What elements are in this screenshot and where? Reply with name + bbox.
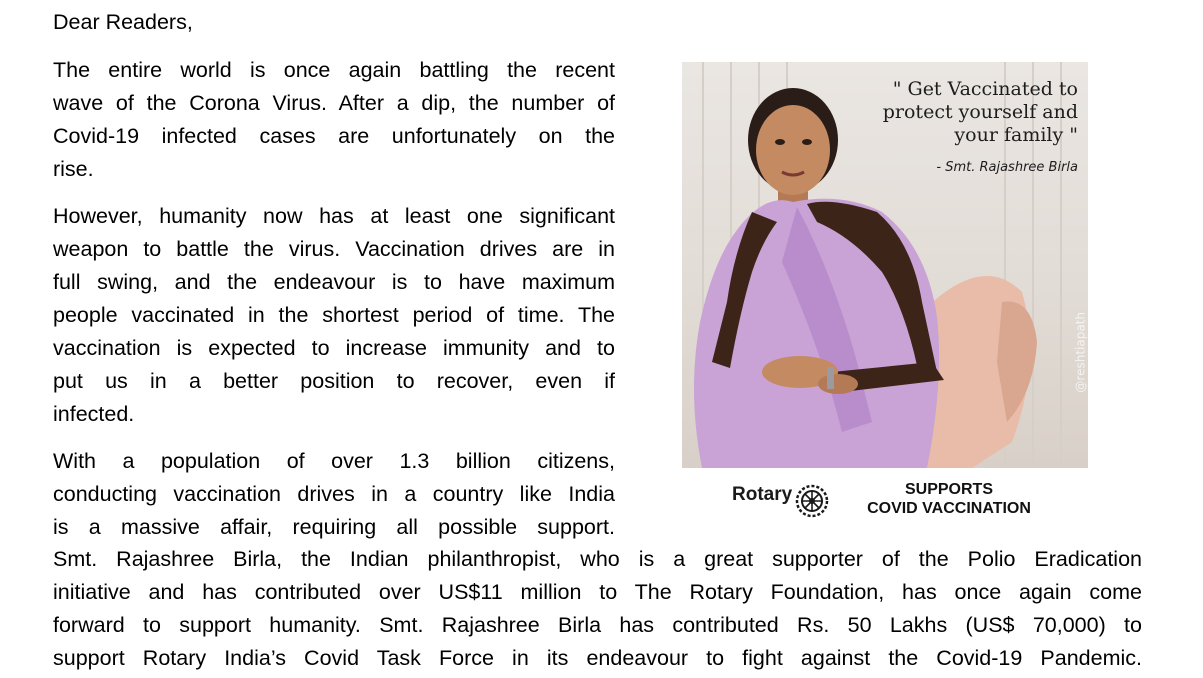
rotary-logo-text: Rotary: [732, 484, 793, 505]
text-line: support Rotary India’s Covid Task Force in its endeavour to fight against the Covid-19 Pandemic.: [53, 646, 1142, 670]
text-line: The entire world is once again battling the recent: [53, 58, 615, 82]
quote-line: " Get Vaccinated to: [892, 78, 1078, 100]
quote-line: your family ": [954, 124, 1078, 146]
text-line: vaccination is expected to increase immunity and to: [53, 336, 615, 360]
text-line: conducting vaccination drives in a country like India: [53, 482, 615, 506]
text-line: Smt. Rajashree Birla, the Indian philanthropist, who is a great supporter of the Polio Eradication: [53, 547, 1142, 571]
text-line: Covid-19 infected cases are unfortunately on the: [53, 124, 615, 148]
text-line: initiative and has contributed over US$11 million to The Rotary Foundation, has once again come: [53, 580, 1142, 604]
text-line: weapon to battle the virus. Vaccination drives are in: [53, 237, 615, 261]
paragraph-3: [53, 445, 615, 544]
text-line: rise.: [53, 157, 94, 181]
text-line: forward to support humanity. Smt. Rajashree Birla has contributed Rs. 50 Lakhs (US$ 70,000) to: [53, 613, 1142, 637]
quote-line: protect yourself and: [882, 101, 1078, 123]
paragraph-4: [53, 543, 1142, 675]
text-line: is a massive affair, requiring all possible support.: [53, 515, 615, 539]
paragraph-2: [53, 200, 615, 431]
salutation: Dear Readers,: [53, 10, 193, 34]
rotary-wheel-icon: [795, 484, 829, 518]
text-line: infected.: [53, 402, 135, 426]
text-line: wave of the Corona Virus. After a dip, the number of: [53, 91, 615, 115]
paragraph-1: [53, 54, 615, 186]
portrait-image: [682, 62, 1088, 468]
text-line: full swing, and the endeavour is to have maximum: [53, 270, 615, 294]
watermark-text: @reshtiapath: [1074, 312, 1088, 393]
text-line: However, humanity now has at least one significant: [53, 204, 615, 228]
quote-text: [858, 78, 1078, 147]
supports-covid-vaccination: [850, 480, 1048, 518]
text-line: people vaccinated in the shortest period of time. The: [53, 303, 615, 327]
supports-line-2: COVID VACCINATION: [867, 500, 1031, 517]
text-line: With a population of over 1.3 billion citizens,: [53, 449, 615, 473]
text-line: put us in a better position to recover, even if: [53, 369, 615, 393]
supports-line-1: SUPPORTS: [904, 481, 993, 498]
quote-attribution: - Smt. Rajashree Birla: [936, 160, 1078, 175]
